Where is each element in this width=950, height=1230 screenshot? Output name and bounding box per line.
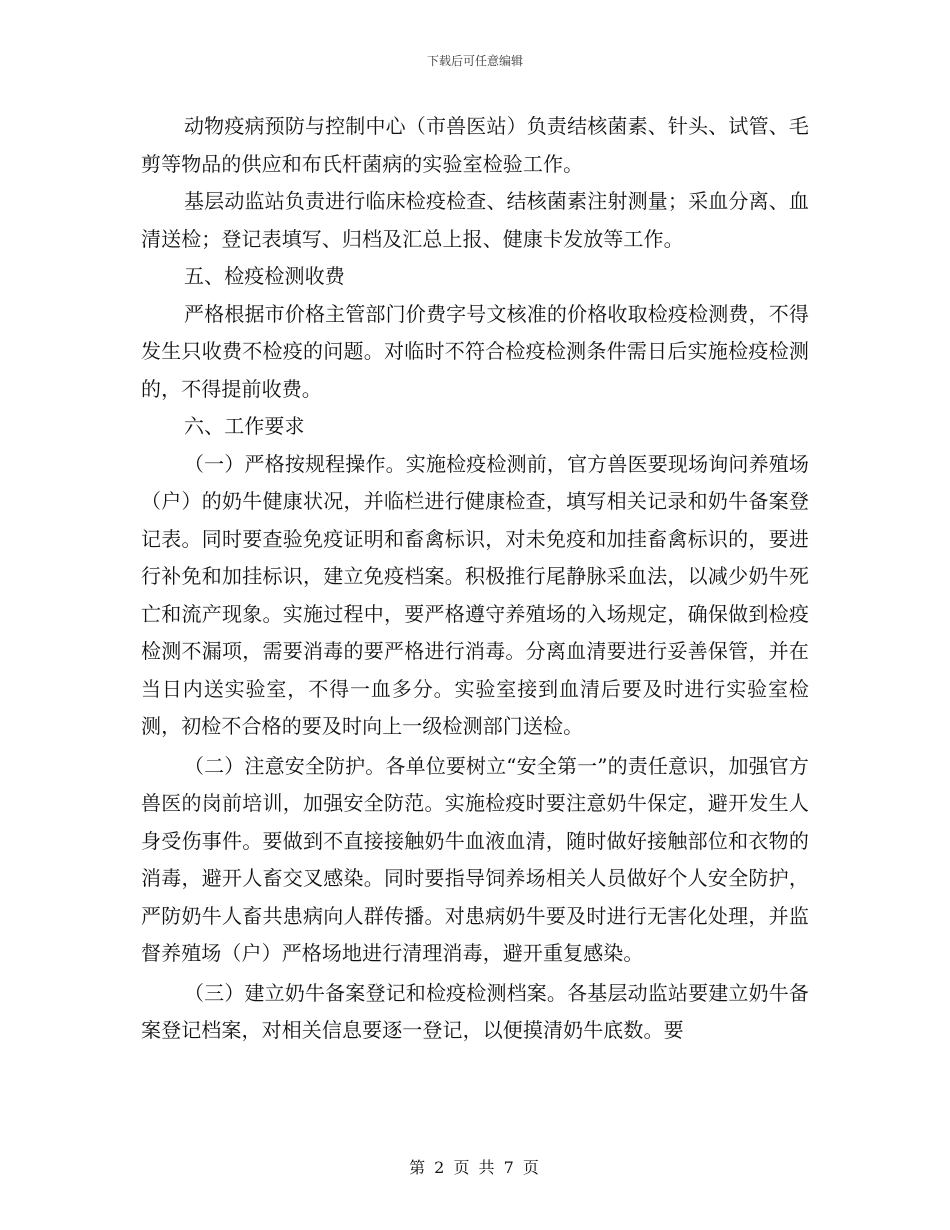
page-header: 下载后可任意编辑 xyxy=(426,54,523,68)
paragraph-requirement-2: （二）注意安全防护。各单位要树立“安全第一”的责任意识，加强官方兽医的岗前培训，加强安全防范。实施检疫时要注意奶牛保定，避开发生人身受伤事件。要做到不直接接触奶牛血液血清，随时做好接触部位和衣物的消毒，避开人畜交叉感染。同时要指导饲养场相关人员做好个人安全防护，严防奶牛人畜共患病向人群传播。对患病奶牛要及时进行无害化处理，并监督养殖场（户）严格场地进行清理消毒，避开重复感染。 xyxy=(141,753,809,965)
paragraph-requirement-1: （一）严格按规程操作。实施检疫检测前，官方兽医要现场询问养殖场（户）的奶牛健康状况，并临栏进行健康检查，填写相关记录和奶牛备案登记表。同时要查验免疫证明和畜禽标识，对未免疫和加挂畜禽标识的，要进行补免和加挂标识，建立免疫档案。积极推行尾静脉采血法，以减少奶牛死亡和流产现象。实施过程中，要严格遵守养殖场的入场规定，确保做到检疫检测不漏项，需要消毒的要严格进行消毒。分离血清要进行妥善保管，并在当日内送实验室，不得一血多分。实验室接到血清后要及时进行实验室检测，初检不合格的要及时向上一级检测部门送检。 xyxy=(141,451,809,738)
section-heading-fees: 五、检疫检测收费 xyxy=(184,264,345,288)
paragraph-fees: 严格根据市价格主管部门价费字号文核准的价格收取检疫检测费，不得发生只收费不检疫的问题。对临时不符合检疫检测条件需日后实施检疫检测的，不得提前收费。 xyxy=(141,301,809,401)
page-number: 第 2 页 共 7 页 xyxy=(409,1158,541,1177)
paragraph-disease-center-duties: 动物疫病预防与控制中心（市兽医站）负责结核菌素、针头、试管、毛剪等物品的供应和布氏杆菌病的实验室检验工作。 xyxy=(141,114,809,176)
document-body xyxy=(141,108,809,1050)
section-heading-requirements: 六、工作要求 xyxy=(184,414,305,438)
paragraph-station-duties: 基层动监站负责进行临床检疫检查、结核菌素注射测量；采血分离、血清送检；登记表填写、归档及汇总上报、健康卡发放等工作。 xyxy=(141,189,809,251)
paragraph-requirement-3: （三）建立奶牛备案登记和检疫检测档案。各基层动监站要建立奶牛备案登记档案，对相关信息要逐一登记，以便摸清奶牛底数。要 xyxy=(141,980,809,1042)
